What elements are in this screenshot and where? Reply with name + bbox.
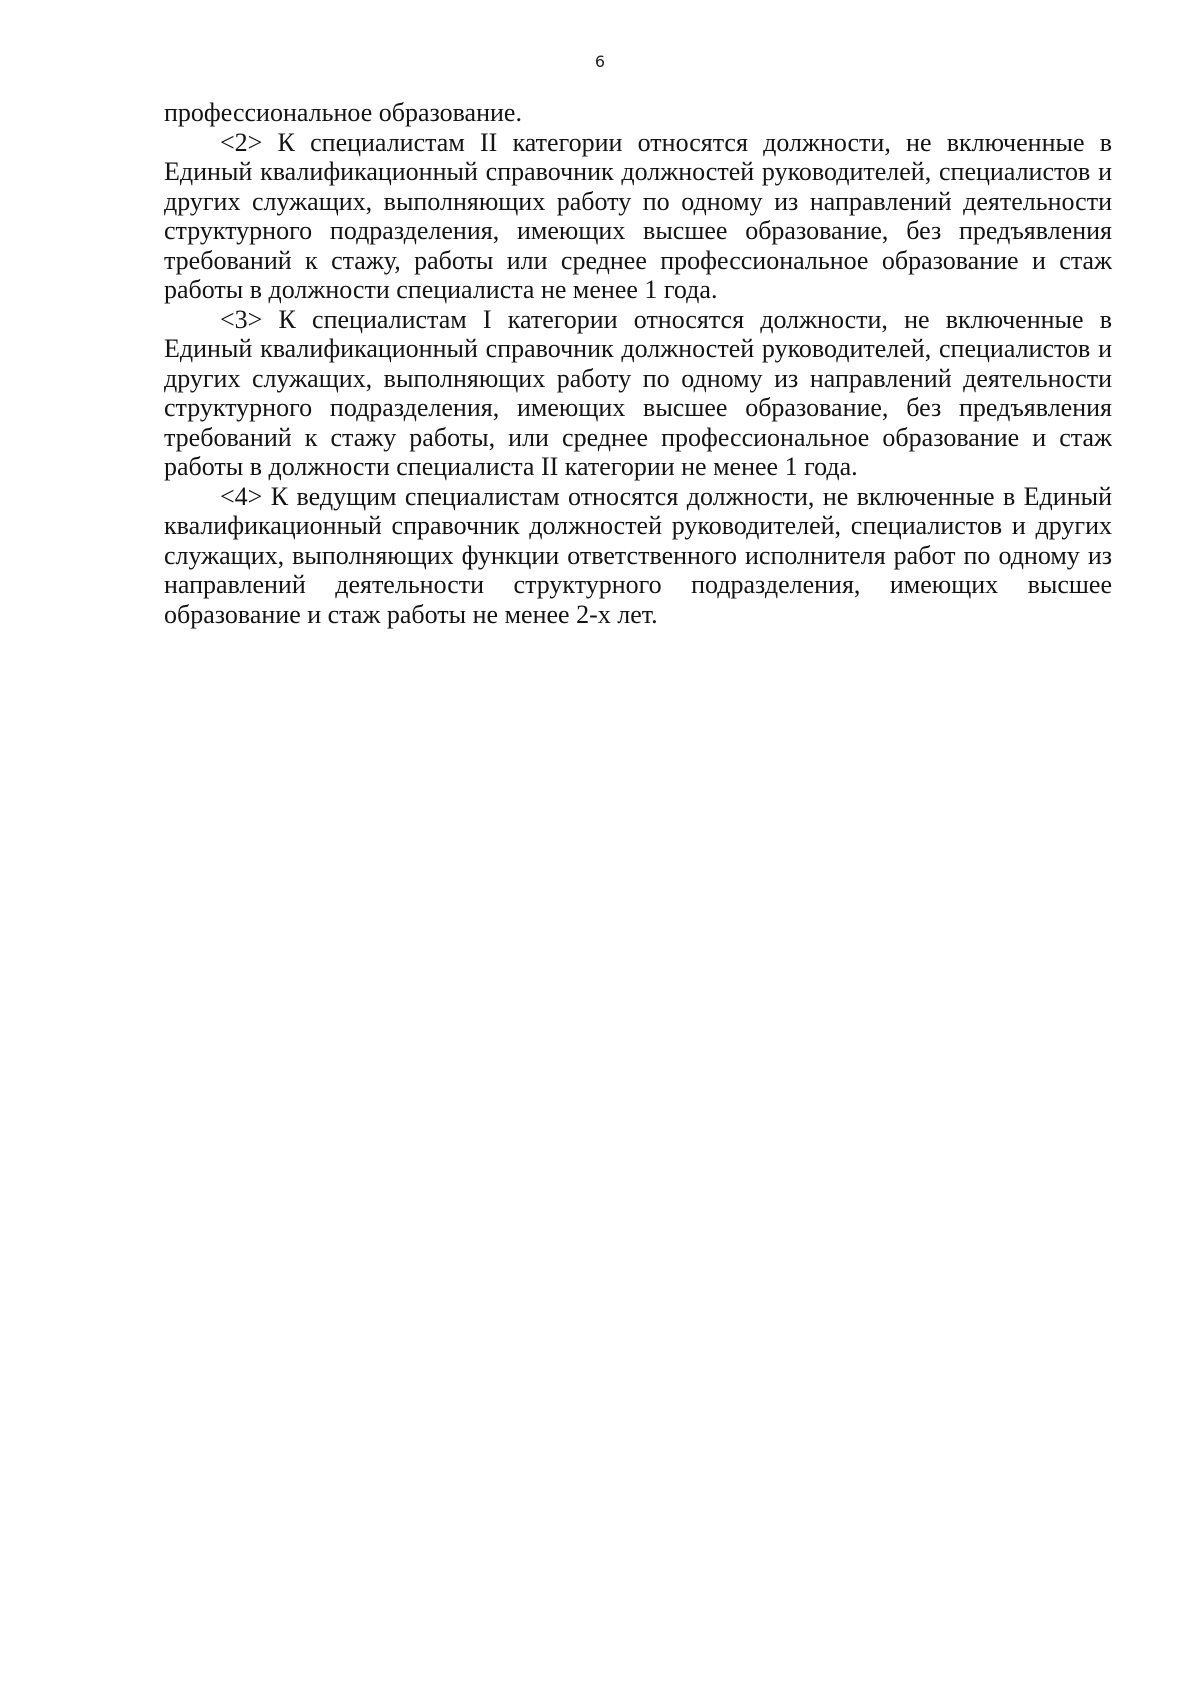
note-3-paragraph: <3> К специалистам I категории относятся должности, не включенные в Единый квалификационный справочник должностей руководителей, специалистов и других служащих, выполняющих работу по одному из направлений деятельности структурного подразделения, имеющих высшее образование, без предъявления требований к стажу работы, или среднее профессиональное образование и стаж работы в должности специалиста II категории не менее 1 года. — [164, 304, 1112, 481]
continuation-paragraph: профессиональное образование. — [164, 98, 522, 127]
note-4-paragraph: <4> К ведущим специалистам относятся должности, не включенные в Единый квалификационный справочник должностей руководителей, специалистов и других служащих, выполняющих функции ответственного исполнителя работ по одному из направлений деятельности структурного подразделения, имеющих высшее образование и стаж работы не менее 2-х лет. — [164, 481, 1112, 629]
document-body — [164, 98, 1112, 629]
page-number: 6 — [594, 52, 606, 71]
note-2-paragraph: <2> К специалистам II категории относятся должности, не включенные в Единый квалификационный справочник должностей руководителей, специалистов и других служащих, выполняющих работу по одному из направлений деятельности структурного подразделения, имеющих высшее образование, без предъявления требований к стажу, работы или среднее профессиональное образование и стаж работы в должности специалиста не менее 1 года. — [164, 127, 1112, 304]
